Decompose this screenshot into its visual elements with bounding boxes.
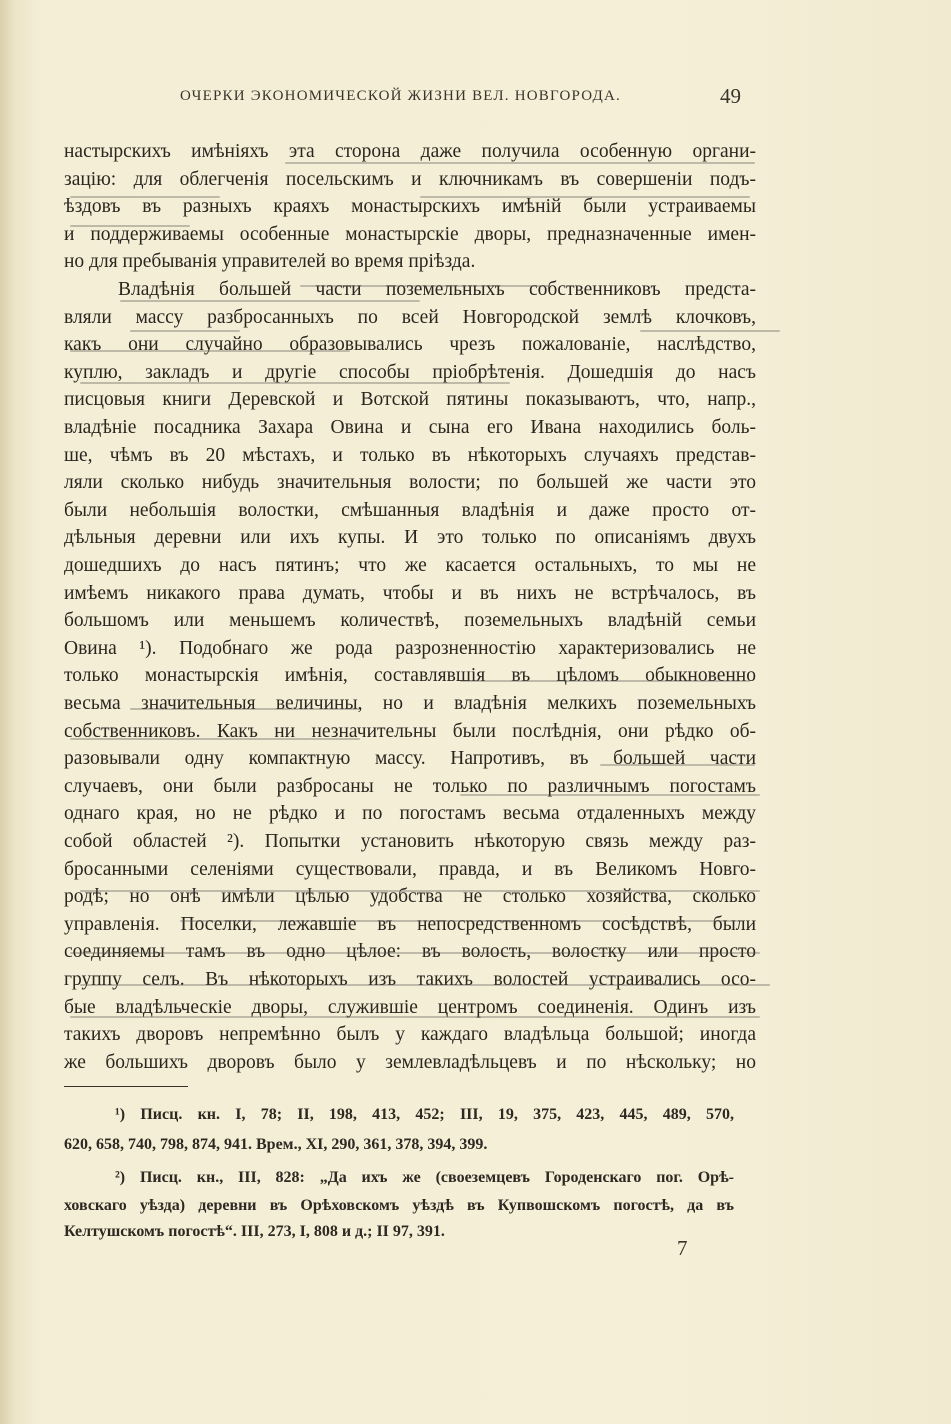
pencil-underline: [70, 196, 220, 198]
body-line: управленія. Поселки, лежавшіе въ непосредственномъ сосѣдствѣ, были: [64, 913, 756, 935]
footnote-line: Келтушскомъ погостѣ“. III, 273, I, 808 и д.; II 97, 391.: [64, 1223, 445, 1240]
body-line: только монастырскія имѣнія, составлявшія въ цѣломъ обыкновенно: [64, 665, 756, 687]
body-line: писцовыя книги Деревской и Вотской пятины показываютъ, что, напр.,: [64, 389, 756, 411]
signature-mark: 7: [677, 1236, 688, 1260]
body-line: ше, чѣмъ въ 20 мѣстахъ, и только въ нѣкоторыхъ случаяхъ представ-: [64, 444, 756, 466]
body-line: были небольшія волостки, смѣшанныя владѣнія и даже просто от-: [64, 499, 756, 521]
body-line: Владѣнія большей части поземельныхъ собственниковъ предста-: [118, 279, 756, 300]
body-line: бые владѣльческіе дворы, служившіе центромъ соединенія. Одинъ изъ: [64, 996, 756, 1018]
body-line: ѣздовъ въ разныхъ краяхъ монастырскихъ имѣній были устраиваемы: [64, 196, 756, 218]
body-line: владѣніе посадника Захара Овина и сына его Ивана находились боль-: [64, 417, 756, 438]
pencil-underline: [80, 382, 510, 384]
pencil-underline: [130, 708, 360, 710]
pencil-underline: [640, 330, 780, 332]
footnote-rule: [64, 1086, 188, 1087]
body-line: такихъ дворовъ непремѣнно былъ у каждаго владѣльца большой; иногда: [64, 1024, 756, 1046]
footnote-line: ховскаго уѣзда) деревни въ Орѣховскомъ уѣздѣ въ Купвошскомъ погостѣ, да въ: [64, 1197, 734, 1214]
body-line: группу селъ. Въ нѣкоторыхъ изъ такихъ волостей устраивались осо-: [64, 969, 756, 990]
pencil-underline: [70, 1016, 760, 1018]
body-line: весьма значительныя величины, но и владѣнія мелкихъ поземельныхъ: [64, 693, 756, 714]
pencil-underline: [80, 984, 770, 986]
body-line: зацію: для облегченія посельскимъ и ключникамъ въ совершеніи подъ-: [64, 168, 756, 190]
body-line: однаго края, но не рѣдко и по погостамъ весьма отдаленныхъ между: [64, 803, 756, 825]
footnote-line: ²) Писц. кн., III, 828: „Да ихъ же (своеземцевъ Городенскаго пог. Орѣ-: [115, 1169, 734, 1186]
pencil-underline: [600, 764, 755, 766]
body-line: собой областей ²). Попытки установить нѣкоторую связь между раз-: [64, 831, 756, 852]
body-line: Овина ¹). Подобнаго же рода разрозненностію характеризовались не: [64, 637, 756, 659]
pencil-underline: [420, 196, 750, 198]
body-line: вляли массу разбросанныхъ по всей Новгородской землѣ клочковъ,: [64, 306, 756, 328]
pencil-underline: [70, 225, 190, 227]
body-line: родѣ; но онѣ имѣли цѣлью удобства не столько хозяйства, сколько: [64, 886, 756, 908]
body-line: разовывали одну компактную массу. Напротивъ, въ большей части: [64, 748, 756, 770]
pencil-underline: [460, 680, 750, 682]
pencil-underline: [285, 162, 755, 164]
running-header: ОЧЕРКИ ЭКОНОМИЧЕСКОЙ ЖИЗНИ ВЕЛ. НОВГОРОДА.: [180, 88, 621, 104]
pencil-underline: [180, 920, 740, 922]
pencil-underline: [300, 285, 550, 287]
body-line: случаевъ, они были разбросаны не только по различнымъ погостамъ: [64, 775, 756, 797]
body-line: имѣемъ никакого права думать, чтобы и въ нихъ не встрѣчалось, въ: [64, 582, 756, 604]
body-line: дошедшихъ до насъ пятинъ; что же касается остальныхъ, то мы не: [64, 555, 756, 576]
body-line: соединяемы тамъ въ одно цѣлое: въ волость, волостку или просто: [64, 941, 756, 963]
body-line: ляли сколько нибудь значительныя волости; по большей же части это: [64, 472, 756, 494]
body-line: куплю, закладъ и другіе способы пріобрѣтенія. Дошедшія до насъ: [64, 361, 756, 383]
body-line: большомъ или меньшемъ количествѣ, поземельныхъ владѣній семьи: [64, 610, 756, 632]
pencil-underline: [130, 330, 240, 332]
pencil-underline: [80, 890, 760, 892]
body-line: и поддерживаемы особенные монастырскіе дворы, предназначенные имен-: [64, 223, 756, 245]
pencil-underline: [70, 738, 360, 740]
page-number: 49: [720, 84, 741, 108]
body-line: же большихъ дворовъ было у землевладѣльцевъ и по нѣскольку; но: [64, 1051, 756, 1073]
body-line: бросанными селеніями существовали, правда, и въ Великомъ Новго-: [64, 858, 756, 880]
body-line: какъ они случайно образовывались чрезъ пожалованіе, наслѣдство,: [64, 334, 756, 356]
pencil-underline: [70, 952, 760, 954]
body-line: собственниковъ. Какъ ни незначительны были послѣднія, они рѣдко об-: [64, 720, 756, 742]
footnote-line: ¹) Писц. кн. I, 78; II, 198, 413, 452; III, 19, 375, 423, 445, 489, 570,: [115, 1106, 734, 1123]
body-line: настырскихъ имѣніяхъ эта сторона даже получила особенную органи-: [64, 141, 756, 162]
pencil-underline: [70, 350, 350, 352]
body-line: но для пребыванія управителей во время пріѣзда.: [64, 251, 476, 273]
body-line: дѣльныя деревни или ихъ купы. И это только по описаніямъ двухъ: [64, 527, 756, 549]
pencil-underline: [120, 300, 420, 302]
footnote-line: 620, 658, 740, 798, 874, 941. Врем., XI, 290, 361, 378, 394, 399.: [64, 1136, 488, 1153]
pencil-underline: [460, 794, 760, 796]
